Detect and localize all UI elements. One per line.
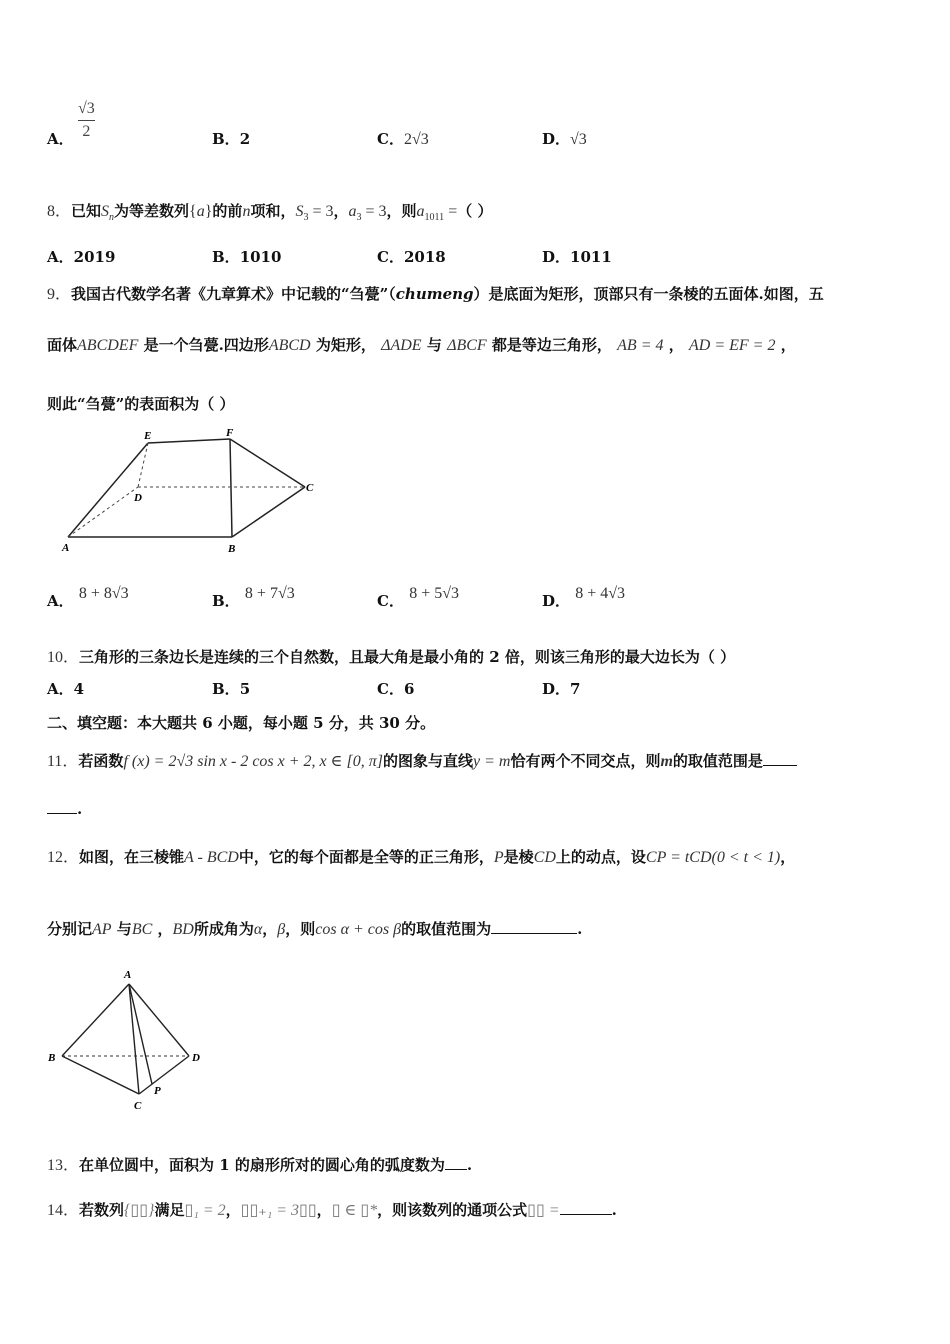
- question-11-line-2: .: [47, 800, 82, 818]
- q7-option-a[interactable]: A．: [47, 130, 74, 148]
- edge-ac: [129, 984, 139, 1094]
- question-9-line-3: 则此“刍甍”的表面积为（ ）: [47, 395, 235, 413]
- label-b: B: [48, 1052, 56, 1064]
- q9-option-c[interactable]: C． 8 + 5√3: [377, 585, 459, 610]
- q11-answer-blank[interactable]: [763, 765, 797, 766]
- q7-option-c[interactable]: C．2√3: [377, 130, 429, 148]
- q9-option-a[interactable]: A． 8 + 8√3: [47, 585, 129, 610]
- label-a: A: [124, 969, 132, 981]
- question-10-stem: 10．三角形的三条边长是连续的三个自然数，且最大角是最小角的 2 倍，则该三角形的最大边长为（ ）: [47, 648, 736, 666]
- q8-option-d[interactable]: D．1011: [542, 248, 612, 266]
- edge-fc: [230, 439, 305, 487]
- q12-answer-blank[interactable]: [491, 933, 577, 934]
- q9-figure-chumeng: [60, 425, 320, 555]
- label-c: C: [134, 1100, 142, 1112]
- section-2-heading: 二、填空题：本大题共 6 小题，每小题 5 分，共 30 分。: [47, 714, 436, 732]
- edge-fb: [230, 439, 232, 537]
- label-p: P: [154, 1085, 161, 1097]
- q12-figure-tetrahedron: [44, 966, 214, 1116]
- edge-ad-hidden: [68, 487, 138, 537]
- label-a: A: [62, 542, 70, 554]
- q13-answer-blank[interactable]: [445, 1169, 467, 1170]
- q11-answer-blank-cont[interactable]: [47, 813, 77, 814]
- q8-option-b[interactable]: B．1010: [212, 248, 282, 266]
- q10-option-d[interactable]: D．7: [542, 680, 581, 698]
- label-e: E: [144, 430, 152, 442]
- edge-ab: [62, 984, 129, 1056]
- question-9-line-2: 面体ABCDEF 是一个刍甍.四边形ABCD 为矩形， ΔADE 与 ΔBCF 都是等边三角形， AB = 4 ， AD = EF = 2 ，: [47, 336, 796, 354]
- label-d: D: [134, 492, 142, 504]
- edge-ef: [148, 439, 230, 443]
- q10-option-c[interactable]: C．6: [377, 680, 415, 698]
- q9-option-d[interactable]: D． 8 + 4√3: [542, 585, 626, 610]
- q8-option-c[interactable]: C．2018: [377, 248, 446, 266]
- question-14-stem: 14．若数列{▯▯}满足▯₁ = 2，▯▯₊₁ = 3▯▯，▯ ∈ ▯*，则该数列的通项公式▯▯ = .: [47, 1201, 617, 1219]
- q8-option-a[interactable]: A．2019: [47, 248, 116, 266]
- q7-option-a-fraction: √3 2: [78, 100, 95, 140]
- q7-option-d[interactable]: D．√3: [542, 130, 587, 148]
- edge-ap: [129, 984, 152, 1084]
- label-f: F: [226, 427, 234, 439]
- question-11-stem: 11．若函数f (x) = 2√3 sin x - 2 cos x + 2, x ∈ [0, π]的图象与直线y = m恰有两个不同交点，则m的取值范围是: [47, 748, 797, 771]
- edge-ae: [68, 443, 148, 537]
- q10-option-b[interactable]: B．5: [212, 680, 251, 698]
- edge-bc: [62, 1056, 139, 1094]
- question-9-line-1: 9．我国古代数学名著《九章算术》中记载的“刍甍”（chumeng）是底面为矩形，顶部只有一条棱的五面体.如图，五: [47, 285, 824, 303]
- question-12-line-2: 分别记AP 与BC ，BD所成角为α，β，则cos α + cos β的取值范围为 .: [47, 920, 583, 938]
- edge-bc: [232, 487, 305, 537]
- q7-option-b[interactable]: B．2: [212, 130, 251, 148]
- question-12-line-1: 12．如图，在三棱锥A - BCD中，它的每个面都是全等的正三角形，P是棱CD上的动点，设CP = tCD(0 < t < 1)，: [47, 848, 796, 866]
- label-b: B: [228, 543, 236, 555]
- q14-answer-blank[interactable]: [560, 1214, 612, 1215]
- label-d: D: [192, 1052, 200, 1064]
- q9-option-b[interactable]: B． 8 + 7√3: [212, 585, 295, 610]
- label-c: C: [306, 482, 314, 494]
- q10-option-a[interactable]: A．4: [47, 680, 85, 698]
- question-13-stem: 13．在单位圆中，面积为 1 的扇形所对的圆心角的弧度数为 .: [47, 1156, 473, 1174]
- question-8-stem: 8．已知$S_n$为等差数列{a}的前n项和，$S_3 = 3$，$a_3 = 3$，则$a_{1011}$ =（ ）: [47, 202, 493, 223]
- edge-ad: [129, 984, 189, 1056]
